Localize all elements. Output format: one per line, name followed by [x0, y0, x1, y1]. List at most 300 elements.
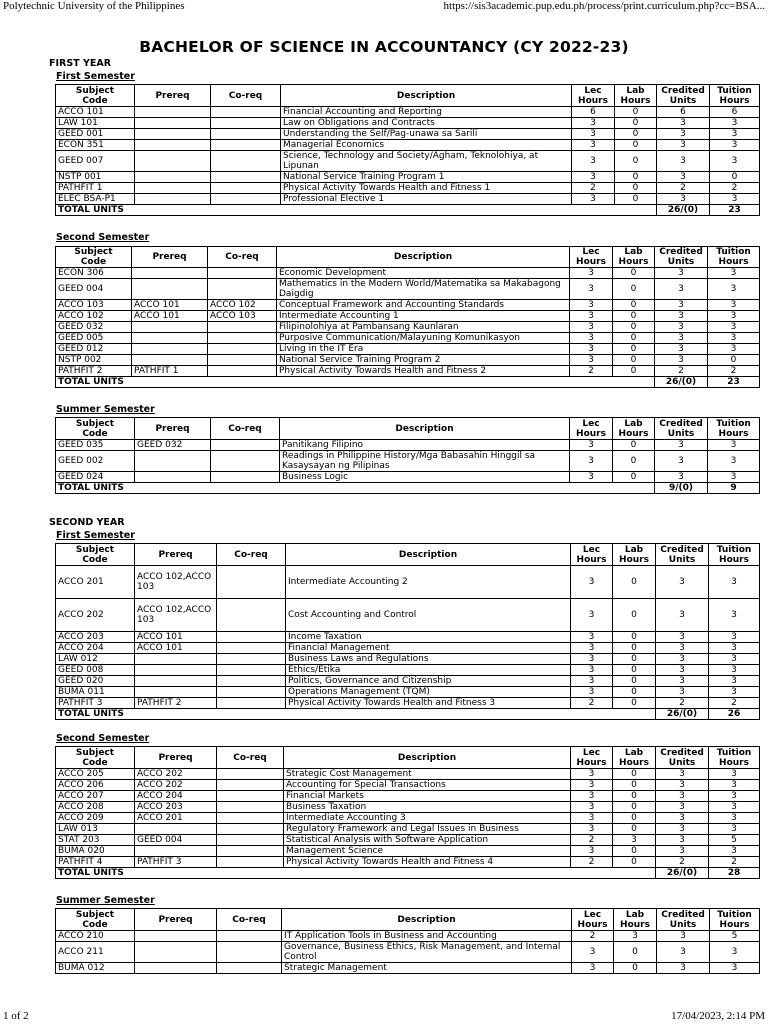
total-tuition-hours: 9 [708, 483, 760, 494]
total-credited-units: 26/(0) [656, 709, 709, 720]
cell-credit: 3 [656, 846, 709, 857]
cell-lec: 3 [570, 311, 613, 322]
tuition-hours-header-line: Tuition [716, 747, 752, 758]
cell-lec: 3 [572, 118, 615, 129]
cell-coreq: ACCO 103 [208, 311, 277, 322]
prereq-header: Prereq [135, 85, 211, 107]
cell-prereq [135, 172, 211, 183]
cell-desc: Physical Activity Towards Health and Fitness 1 [281, 183, 572, 194]
lab-hours-header [613, 747, 656, 769]
cell-lab: 0 [613, 846, 656, 857]
cell-desc: National Service Training Program 1 [281, 172, 572, 183]
description-header: Description [286, 544, 571, 566]
cell-prereq: PATHFIT 3 [135, 857, 217, 868]
cell-coreq [211, 151, 281, 172]
cell-desc: Purposive Communication/Malayuning Komunikasyon [277, 333, 570, 344]
cell-prereq [135, 676, 217, 687]
table-row [56, 687, 760, 698]
cell-lab: 0 [613, 654, 656, 665]
cell-prereq [135, 963, 217, 974]
lec-hours-header [570, 418, 613, 440]
table-row [56, 643, 760, 654]
coreq-header: Co-req [208, 247, 277, 268]
table-row [56, 268, 760, 279]
cell-desc: Law on Obligations and Contracts [281, 118, 572, 129]
credited-units-header [656, 544, 709, 566]
credited-units-header-line: Units [667, 257, 695, 267]
cell-code: ECON 351 [56, 140, 135, 151]
cell-lec: 3 [571, 802, 613, 813]
lec-hours-header-line: Hours [576, 757, 607, 768]
prereq-header: Prereq [132, 247, 208, 268]
cell-coreq [217, 813, 284, 824]
header-site-name: Polytechnic University of the Philippines [3, 0, 185, 12]
description-header: Description [280, 418, 570, 440]
cell-tuition: 3 [709, 654, 760, 665]
curriculum-table [55, 543, 760, 720]
cell-coreq [217, 599, 286, 632]
cell-lec: 3 [571, 769, 613, 780]
cell-credit: 3 [655, 268, 708, 279]
cell-code: PATHFIT 1 [56, 183, 135, 194]
cell-lec: 2 [572, 183, 615, 194]
cell-credit: 3 [656, 632, 709, 643]
cell-code: GEED 032 [56, 322, 132, 333]
cell-credit: 3 [655, 451, 708, 472]
cell-lec: 3 [571, 824, 613, 835]
cell-tuition: 3 [708, 451, 760, 472]
cell-prereq: GEED 032 [135, 440, 211, 451]
cell-code: PATHFIT 2 [56, 366, 132, 377]
cell-coreq [211, 440, 280, 451]
cell-lab: 0 [615, 172, 657, 183]
tuition-hours-header-line: Hours [719, 95, 750, 106]
tuition-hours-header-line: Hours [719, 757, 749, 768]
cell-prereq [132, 355, 208, 366]
cell-code: STAT 203 [56, 835, 135, 846]
tuition-hours-header-line: Hours [718, 428, 749, 439]
cell-credit: 3 [656, 665, 709, 676]
cell-coreq [217, 643, 286, 654]
cell-tuition: 3 [708, 311, 760, 322]
lab-hours-header-line: Lab [625, 909, 645, 920]
cell-prereq: ACCO 102,ACCO 103 [135, 599, 217, 632]
cell-prereq [135, 846, 217, 857]
total-units-row [56, 205, 760, 216]
cell-prereq: PATHFIT 2 [135, 698, 217, 709]
cell-prereq: ACCO 202 [135, 780, 217, 791]
lec-hours-header-line: Hours [576, 554, 607, 565]
cell-prereq: ACCO 101 [135, 632, 217, 643]
cell-credit: 3 [656, 791, 709, 802]
cell-credit: 3 [655, 279, 708, 300]
cell-lab: 0 [613, 813, 656, 824]
cell-desc: Operations Management (TQM) [286, 687, 571, 698]
total-units-label: TOTAL UNITS [56, 709, 656, 720]
cell-code: GEED 008 [56, 665, 135, 676]
lec-hours-header [572, 85, 615, 107]
cell-lab: 0 [613, 268, 655, 279]
cell-lec: 3 [570, 279, 613, 300]
cell-credit: 3 [657, 129, 710, 140]
cell-coreq [211, 183, 281, 194]
cell-credit: 3 [657, 931, 710, 942]
cell-code: ACCO 211 [56, 942, 135, 963]
cell-tuition: 3 [710, 118, 760, 129]
cell-desc: Financial Markets [284, 791, 571, 802]
cell-desc: Strategic Management [282, 963, 572, 974]
tuition-hours-header [709, 747, 760, 769]
cell-desc: Professional Elective 1 [281, 194, 572, 205]
cell-tuition: 3 [708, 472, 760, 483]
cell-coreq [211, 472, 280, 483]
cell-prereq [135, 942, 217, 963]
cell-prereq: ACCO 101 [132, 300, 208, 311]
cell-credit: 3 [656, 676, 709, 687]
table-row [56, 279, 760, 300]
cell-desc: Politics, Governance and Citizenship [286, 676, 571, 687]
table-row [56, 440, 760, 451]
table-row [56, 451, 760, 472]
cell-coreq [211, 172, 281, 183]
cell-prereq [135, 472, 211, 483]
table-row [56, 676, 760, 687]
cell-desc: Readings in Philippine History/Mga Babasahin Hinggil sa Kasaysayan ng Pilipinas [280, 451, 570, 472]
lab-hours-header-line: Hours [620, 919, 650, 930]
cell-prereq [132, 344, 208, 355]
cell-credit: 3 [656, 780, 709, 791]
cell-lec: 3 [572, 194, 615, 205]
cell-code: PATHFIT 4 [56, 857, 135, 868]
cell-code: ELEC BSA-P1 [56, 194, 135, 205]
table-row [56, 129, 760, 140]
cell-desc: Intermediate Accounting 1 [277, 311, 570, 322]
table-header-row [56, 85, 760, 107]
cell-lec: 2 [571, 698, 613, 709]
table-row [56, 194, 760, 205]
cell-lec: 2 [572, 931, 614, 942]
cell-lab: 0 [613, 791, 656, 802]
cell-credit: 2 [656, 857, 709, 868]
cell-desc: Business Logic [280, 472, 570, 483]
cell-code: NSTP 002 [56, 355, 132, 366]
lec-hours-header-line: Lec [584, 85, 602, 96]
cell-prereq: ACCO 101 [132, 311, 208, 322]
cell-lab: 0 [615, 183, 657, 194]
cell-credit: 3 [655, 311, 708, 322]
cell-coreq [208, 279, 277, 300]
cell-code: PATHFIT 3 [56, 698, 135, 709]
semester-label: Summer Semester [56, 404, 155, 415]
cell-desc: Filipinolohiya at Pambansang Kaunlaran [277, 322, 570, 333]
cell-tuition: 3 [710, 140, 760, 151]
cell-desc: Physical Activity Towards Health and Fitness 3 [286, 698, 571, 709]
cell-coreq [217, 857, 284, 868]
total-tuition-hours: 28 [709, 868, 760, 879]
cell-desc: Regulatory Framework and Legal Issues in Business [284, 824, 571, 835]
year-label: SECOND YEAR [49, 517, 125, 528]
cell-coreq [217, 687, 286, 698]
cell-code: LAW 012 [56, 654, 135, 665]
cell-coreq [211, 451, 280, 472]
tuition-hours-header [710, 909, 760, 931]
cell-credit: 3 [656, 654, 709, 665]
cell-coreq [217, 566, 286, 599]
cell-tuition: 3 [710, 963, 760, 974]
cell-prereq [132, 322, 208, 333]
cell-lec: 3 [571, 643, 613, 654]
cell-code: GEED 035 [56, 440, 135, 451]
lec-hours-header-line: Lec [582, 747, 601, 758]
cell-code: LAW 013 [56, 824, 135, 835]
cell-credit: 3 [655, 300, 708, 311]
subject-code-header [56, 544, 135, 566]
subject-code-header [56, 747, 135, 769]
cell-prereq [135, 687, 217, 698]
lab-hours-header [615, 85, 657, 107]
curriculum-table [55, 84, 760, 216]
cell-desc: Understanding the Self/Pag-unawa sa Sarili [281, 129, 572, 140]
table-row [56, 802, 760, 813]
cell-prereq [135, 183, 211, 194]
cell-desc: Management Science [284, 846, 571, 857]
lec-hours-header-line: Lec [582, 544, 601, 555]
cell-lec: 3 [570, 300, 613, 311]
cell-desc: Science, Technology and Society/Agham, Teknolohiya, at Lipunan [281, 151, 572, 172]
cell-credit: 3 [656, 813, 709, 824]
lab-hours-header-line: Hours [618, 257, 649, 267]
cell-credit: 3 [656, 769, 709, 780]
cell-lab: 0 [613, 643, 656, 654]
table-row [56, 311, 760, 322]
semester-label: Second Semester [56, 232, 150, 243]
cell-tuition: 3 [710, 194, 760, 205]
lab-hours-header [613, 247, 655, 268]
table-row [56, 566, 760, 599]
table-row [56, 665, 760, 676]
cell-credit: 3 [655, 344, 708, 355]
cell-code: NSTP 001 [56, 172, 135, 183]
subject-code-header-line: Subject [75, 85, 115, 96]
cell-code: GEED 024 [56, 472, 135, 483]
print-header [0, 0, 768, 14]
cell-coreq [217, 698, 286, 709]
cell-lec: 2 [570, 366, 613, 377]
table-row [56, 333, 760, 344]
cell-desc: Living in the IT Era [277, 344, 570, 355]
prereq-header: Prereq [135, 909, 217, 931]
cell-lec: 3 [570, 322, 613, 333]
cell-desc: Strategic Cost Management [284, 769, 571, 780]
cell-lec: 3 [571, 665, 613, 676]
cell-desc: Governance, Business Ethics, Risk Management, and Internal Control [282, 942, 572, 963]
tuition-hours-header-line: Tuition [717, 909, 752, 920]
cell-lec: 3 [571, 813, 613, 824]
cell-code: GEED 012 [56, 344, 132, 355]
cell-tuition: 2 [709, 857, 760, 868]
credited-units-header-line: Units [668, 554, 696, 565]
cell-lab: 0 [613, 566, 656, 599]
cell-tuition: 3 [708, 268, 760, 279]
cell-lec: 3 [571, 632, 613, 643]
cell-lab: 0 [613, 802, 656, 813]
credited-units-header [657, 85, 710, 107]
cell-prereq [132, 333, 208, 344]
total-units-label: TOTAL UNITS [56, 205, 657, 216]
cell-lab: 0 [613, 333, 655, 344]
lab-hours-header-line: Lab [626, 85, 645, 96]
table-header-row [56, 747, 760, 769]
credited-units-header-line: Credited [660, 747, 704, 758]
tuition-hours-header-line: Tuition [716, 418, 751, 429]
description-header: Description [277, 247, 570, 268]
cell-coreq [217, 835, 284, 846]
cell-credit: 2 [655, 366, 708, 377]
total-units-row [56, 709, 760, 720]
cell-desc: Economic Development [277, 268, 570, 279]
credited-units-header-line: Credited [659, 247, 703, 257]
cell-coreq [211, 107, 281, 118]
table-row [56, 769, 760, 780]
cell-tuition: 3 [709, 676, 760, 687]
table-row [56, 172, 760, 183]
cell-desc: Accounting for Special Transactions [284, 780, 571, 791]
cell-credit: 3 [656, 802, 709, 813]
cell-code: ACCO 202 [56, 599, 135, 632]
coreq-header: Co-req [211, 418, 280, 440]
total-tuition-hours: 23 [710, 205, 760, 216]
cell-lab: 0 [613, 632, 656, 643]
tuition-hours-header-line: Hours [719, 554, 749, 565]
subject-code-header [56, 418, 135, 440]
cell-code: ACCO 102 [56, 311, 132, 322]
cell-prereq [135, 107, 211, 118]
subject-code-header-line: Subject [75, 544, 115, 555]
cell-tuition: 3 [709, 813, 760, 824]
subject-code-header-line: Code [82, 428, 108, 439]
cell-lab: 0 [615, 151, 657, 172]
cell-code: GEED 005 [56, 333, 132, 344]
credited-units-header-line: Units [667, 428, 695, 439]
table-row [56, 846, 760, 857]
tuition-hours-header-line: Hours [719, 919, 750, 930]
cell-prereq: ACCO 102,ACCO 103 [135, 566, 217, 599]
cell-lec: 3 [572, 963, 614, 974]
cell-coreq [217, 654, 286, 665]
cell-lab: 0 [615, 194, 657, 205]
lec-hours-header-line: Lec [583, 909, 602, 920]
cell-lab: 0 [613, 857, 656, 868]
table-row [56, 698, 760, 709]
total-units-row [56, 868, 760, 879]
cell-code: GEED 020 [56, 676, 135, 687]
cell-prereq [135, 451, 211, 472]
cell-credit: 3 [655, 355, 708, 366]
lab-hours-header-line: Hours [618, 428, 649, 439]
cell-lab: 0 [613, 344, 655, 355]
tuition-hours-header-line: Tuition [716, 544, 752, 555]
cell-desc: Income Taxation [286, 632, 571, 643]
cell-code: ACCO 205 [56, 769, 135, 780]
table-header-row [56, 909, 760, 931]
semester-label: First Semester [56, 71, 135, 82]
cell-lec: 2 [571, 835, 613, 846]
cell-prereq [132, 268, 208, 279]
cell-lec: 3 [571, 846, 613, 857]
cell-prereq: ACCO 204 [135, 791, 217, 802]
cell-coreq [217, 846, 284, 857]
cell-lec: 3 [571, 687, 613, 698]
total-tuition-hours: 23 [708, 377, 760, 388]
cell-lec: 3 [572, 140, 615, 151]
lec-hours-header-line: Hours [576, 257, 606, 267]
total-credited-units: 26/(0) [655, 377, 708, 388]
lab-hours-header-line: Lab [624, 418, 643, 429]
cell-tuition: 3 [708, 440, 760, 451]
cell-tuition: 6 [710, 107, 760, 118]
credited-units-header-line: Units [669, 919, 697, 930]
table-header-row [56, 544, 760, 566]
cell-desc: Conceptual Framework and Accounting Standards [277, 300, 570, 311]
cell-lec: 3 [571, 676, 613, 687]
cell-desc: Statistical Analysis with Software Application [284, 835, 571, 846]
cell-prereq: ACCO 101 [135, 643, 217, 654]
table-row [56, 183, 760, 194]
cell-lab: 0 [613, 440, 655, 451]
cell-coreq [208, 344, 277, 355]
lab-hours-header [613, 544, 656, 566]
cell-credit: 3 [657, 118, 710, 129]
cell-credit: 3 [655, 472, 708, 483]
cell-code: ACCO 201 [56, 566, 135, 599]
cell-lab: 0 [613, 366, 655, 377]
cell-tuition: 3 [710, 129, 760, 140]
cell-credit: 3 [657, 140, 710, 151]
subject-code-header-line: Subject [75, 418, 115, 429]
table-header-row [56, 418, 760, 440]
cell-lab: 0 [613, 451, 655, 472]
cell-credit: 3 [656, 599, 709, 632]
cell-tuition: 3 [708, 279, 760, 300]
total-credited-units: 26/(0) [656, 868, 709, 879]
lec-hours-header [571, 544, 613, 566]
cell-code: ACCO 101 [56, 107, 135, 118]
cell-desc: IT Application Tools in Business and Accounting [282, 931, 572, 942]
coreq-header: Co-req [211, 85, 281, 107]
cell-coreq [217, 963, 282, 974]
cell-code: ACCO 210 [56, 931, 135, 942]
table-row [56, 632, 760, 643]
curriculum-table [55, 417, 760, 494]
cell-coreq [217, 676, 286, 687]
cell-desc: Cost Accounting and Control [286, 599, 571, 632]
table-row [56, 654, 760, 665]
table-row [56, 824, 760, 835]
table-row [56, 344, 760, 355]
tuition-hours-header [708, 247, 760, 268]
cell-lab: 0 [613, 355, 655, 366]
cell-tuition: 3 [708, 300, 760, 311]
cell-lab: 0 [613, 472, 655, 483]
cell-desc: Ethics/Etika [286, 665, 571, 676]
cell-lab: 0 [613, 665, 656, 676]
cell-lab: 0 [614, 963, 657, 974]
total-units-row [56, 377, 760, 388]
cell-lec: 3 [570, 440, 613, 451]
total-credited-units: 9/(0) [655, 483, 708, 494]
cell-desc: Business Taxation [284, 802, 571, 813]
cell-tuition: 3 [709, 687, 760, 698]
